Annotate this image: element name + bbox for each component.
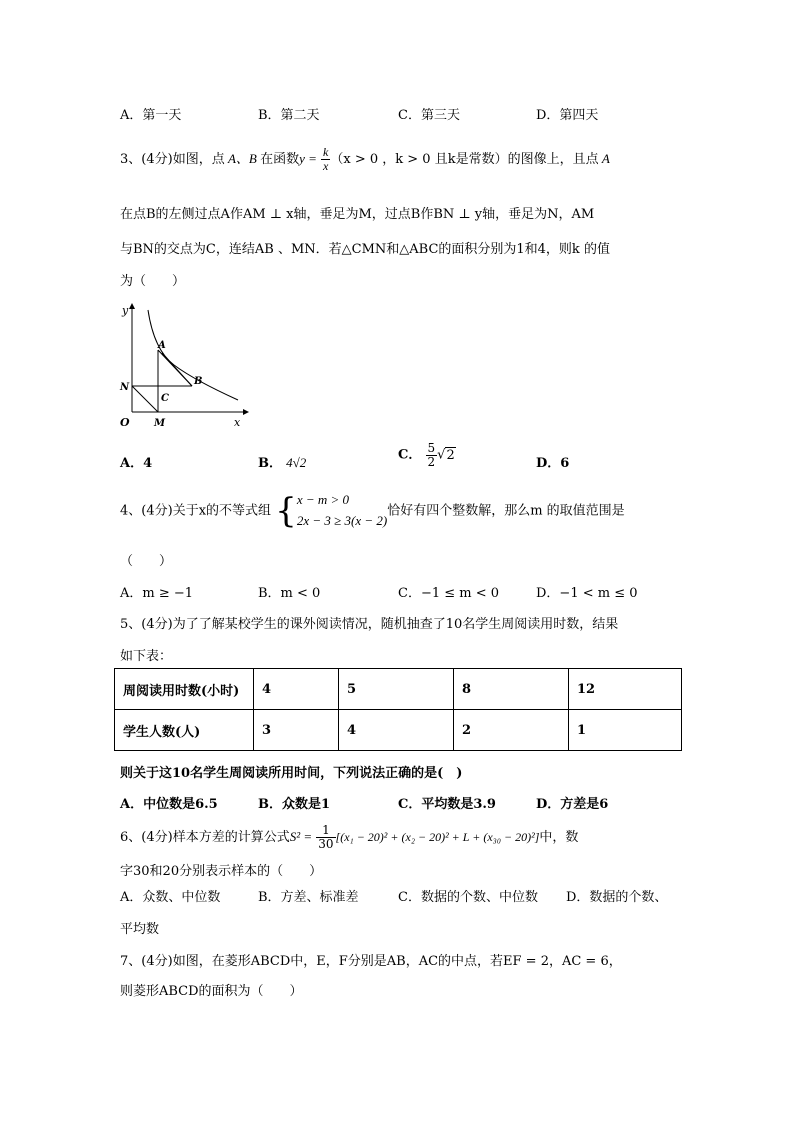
table-cell: 12 xyxy=(569,669,682,710)
q5-table xyxy=(114,668,682,751)
q2-option-b: B．第二天 xyxy=(258,108,320,123)
q3-points: A、B xyxy=(224,151,261,166)
q4-line1: 4、(4分)关于x的不等式组 { x − m > 0 2x − 3 ≥ 3(x − 2) 恰好有四个整数解，那么m 的取值范围是 xyxy=(120,490,625,531)
q6-option-a: A．众数、中位数 xyxy=(120,890,221,905)
table-cell: 4 xyxy=(339,710,454,751)
q5-option-b: B．众数是1 xyxy=(258,797,331,812)
label-o: O xyxy=(120,416,130,429)
label-b: B xyxy=(194,376,203,387)
label-y: y xyxy=(122,304,129,317)
q6-option-d-wrap: 平均数 xyxy=(120,922,160,937)
q6-option-d: D．数据的个数、 xyxy=(566,890,668,905)
table-cell: 1 xyxy=(569,710,682,751)
q5-question: 则关于这10名学生周阅读所用时间，下列说法正确的是( ) xyxy=(120,766,463,781)
table-cell: 3 xyxy=(254,710,339,751)
q3-option-a: A．4 xyxy=(120,456,153,471)
q7-line2: 则菱形ABCD的面积为（ ） xyxy=(120,984,303,999)
table-cell: 4 xyxy=(254,669,339,710)
q3-option-d: D．6 xyxy=(536,456,570,471)
q7-line1: 7、(4分)如图，在菱形ABCD中，E，F分别是AB，AC的中点，若EF = 2，AC = 6， xyxy=(120,954,622,969)
label-a: A xyxy=(158,340,166,351)
table-row xyxy=(115,669,682,710)
table-row xyxy=(115,710,682,751)
q4-ineq1: x − m > 0 xyxy=(296,492,350,507)
table-cell: 2 xyxy=(454,710,569,751)
table-cell: 5 xyxy=(339,669,454,710)
q3-line3: 与BN的交点为C，连结AB 、MN．若△CMN和△ABC的面积分别为1和4，则k 的值 xyxy=(120,242,610,257)
q4-paren: （ ） xyxy=(120,554,173,569)
table-cell: 周阅读用时数(小时) xyxy=(115,669,254,710)
q3-line2: 在点B的左侧过点A作AM ⊥ x轴，垂足为M，过点B作BN ⊥ y轴，垂足为N，AM xyxy=(120,207,595,222)
q6-formula: [(x₁ − 20)² + (x₂ − 20)² + L + (x₃₀ − 20)²] xyxy=(335,830,540,844)
q2-option-d: D．第四天 xyxy=(536,108,599,123)
q3-line1 xyxy=(120,140,610,179)
label-x: x xyxy=(234,416,241,429)
q5-line2: 如下表： xyxy=(120,649,173,664)
q2-option-a: A．第一天 xyxy=(120,108,182,123)
q3-number: 3、(4分) xyxy=(120,152,173,167)
q6-option-c: C．数据的个数、中位数 xyxy=(398,890,538,905)
q3-point-a: A xyxy=(598,151,610,166)
line-ab2 xyxy=(162,353,192,386)
q3-text-b: 在函数 xyxy=(260,152,300,167)
label-n: N xyxy=(120,382,130,393)
q6-option-b: B．方差、标准差 xyxy=(258,890,359,905)
q3-text-c: 的图像上，且点 xyxy=(507,152,599,167)
q3-function-fraction: $\frac{k}{x}$ xyxy=(323,145,329,173)
q3-func-lhs: y = xyxy=(299,151,317,166)
q3-text-a: 如图，点 xyxy=(172,152,225,167)
line-mn xyxy=(132,386,158,412)
q5-option-a: A．中位数是6.5 xyxy=(120,797,218,812)
q6-line2: 字30和20分别表示样本的（ ） xyxy=(120,864,323,879)
q4-option-a: A．m ≥ −1 xyxy=(120,586,194,601)
q4-ineq2: 2x − 3 ≥ 3(x − 2) xyxy=(296,512,388,528)
label-m: M xyxy=(154,418,166,429)
q3-option-c: C． $\frac{5}{2}$ √2 xyxy=(398,441,455,469)
table-cell: 8 xyxy=(454,669,569,710)
table-cell: 学生人数(人) xyxy=(115,710,254,751)
q5-line1: 5、(4分)为了了解某校学生的课外阅读情况，随机抽查了10名学生周阅读用时数，结果 xyxy=(120,617,619,632)
q5-option-c: C．平均数是3.9 xyxy=(398,797,496,812)
q2-option-c: C．第三天 xyxy=(398,108,460,123)
q3-option-b: B． 4√2 xyxy=(258,455,307,471)
q4-option-b: B．m < 0 xyxy=(258,586,321,601)
q5-option-d: D．方差是6 xyxy=(536,797,609,812)
q3-figure xyxy=(114,300,254,432)
q4-option-c: C．−1 ≤ m < 0 xyxy=(398,586,500,601)
q3-line4: 为（ ） xyxy=(120,274,186,289)
q3-condition: （x > 0 ，k > 0 且k是常数） xyxy=(330,152,508,167)
q4-option-d: D．−1 < m ≤ 0 xyxy=(536,586,638,601)
q6-line1: 6、(4分)样本方差的计算公式S² = $\frac{1}{30}$ [(x₁ − 20)² + (x₂ − 20)² + L + (x₃₀ − 20)²]中，数 xyxy=(120,823,579,851)
label-c: C xyxy=(161,393,169,404)
